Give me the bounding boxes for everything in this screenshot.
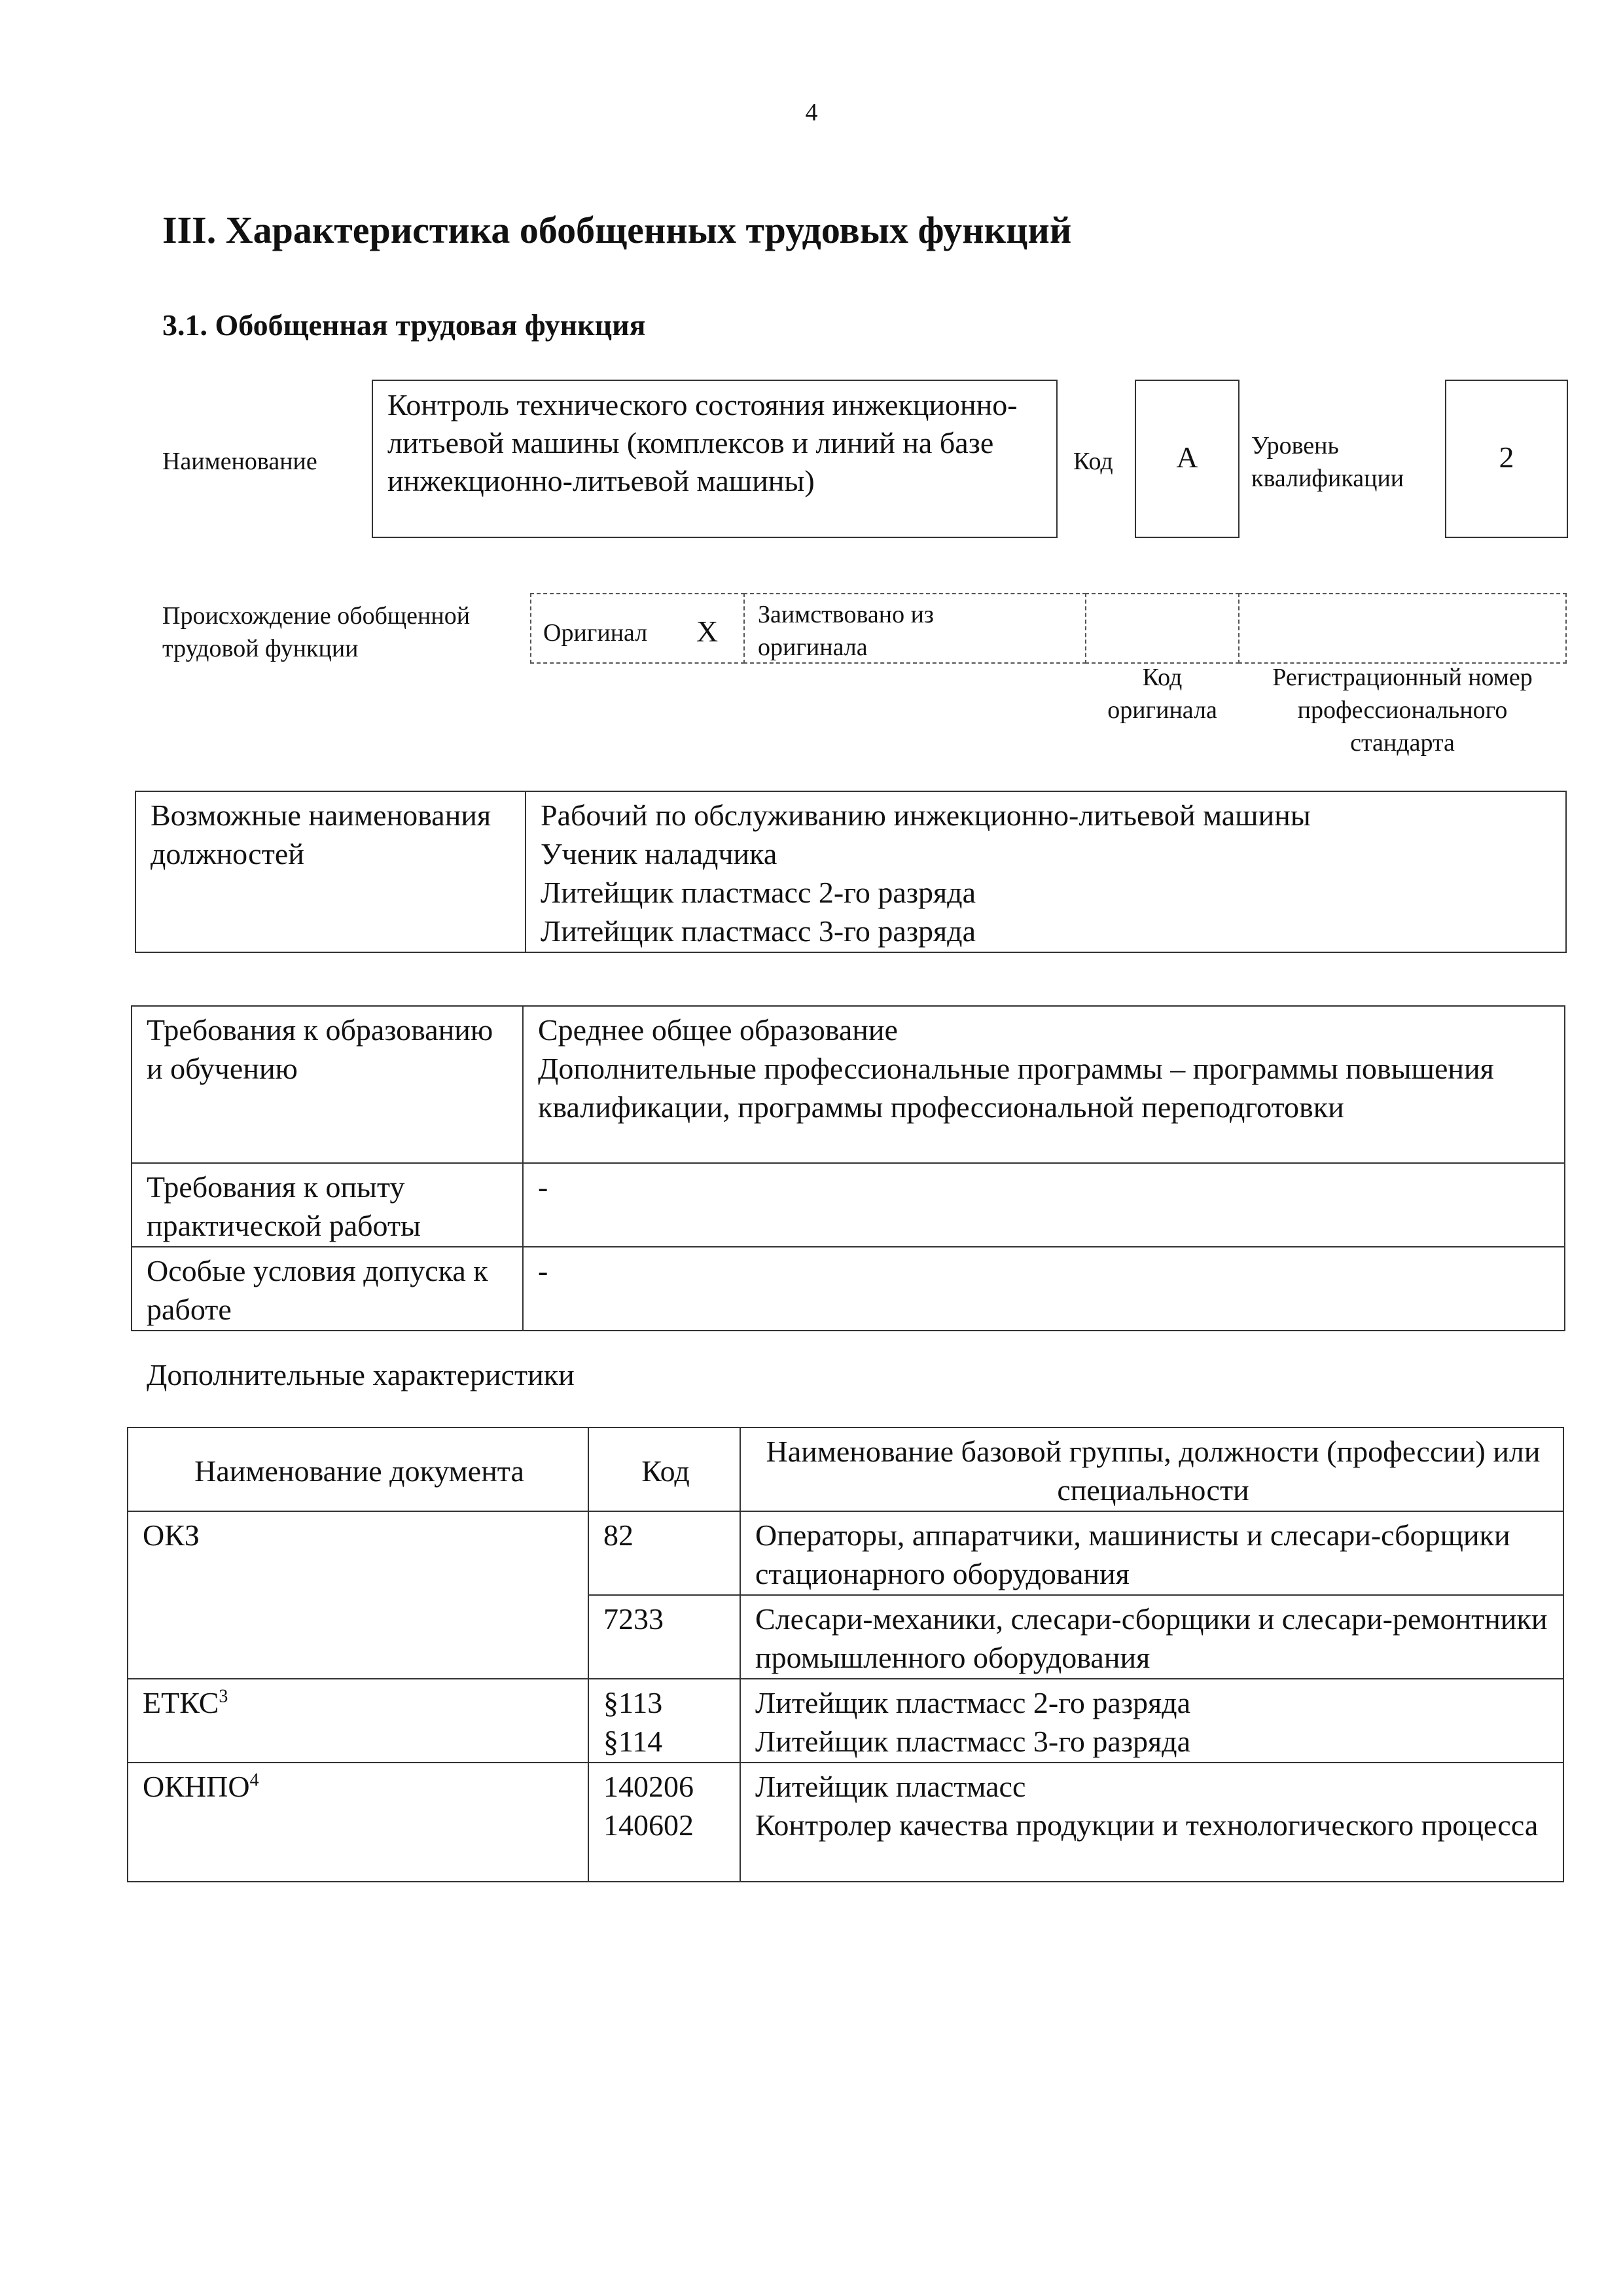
borrowed-cell: [743, 593, 1086, 664]
position-item: Ученик наладчика: [541, 837, 777, 870]
position-item: Рабочий по обслуживанию инжекционно-литьевой машины: [541, 798, 1311, 832]
additional-title: Дополнительные характеристики: [147, 1358, 575, 1391]
positions-label: Возможные наименования должностей: [135, 791, 526, 952]
additional-table: [127, 1427, 1564, 1882]
origin-label-line1: Происхождение обобщенной: [162, 602, 471, 630]
header-name: Наименование базовой группы, должности (профессии) или специальности: [740, 1427, 1563, 1511]
etks-footnote-mark: 3: [219, 1686, 228, 1707]
okz-code: 82: [588, 1511, 740, 1595]
oknpo-code: 140602: [603, 1808, 694, 1842]
table-row: [128, 1679, 1563, 1763]
oknpo-footnote-mark: 4: [249, 1770, 259, 1791]
original-label: Оригинал: [543, 619, 648, 647]
level-box: [1445, 380, 1568, 538]
additional-header-row: [128, 1427, 1563, 1511]
oknpo-name: Контролер качества продукции и технологического процесса: [755, 1808, 1539, 1842]
requirements-table: [131, 1005, 1565, 1331]
education-label: Требования к образованию и обучению: [132, 1006, 523, 1163]
education-row: [132, 1006, 1565, 1163]
original-code-caption-line2: оригинала: [1107, 696, 1217, 724]
name-label: Наименование: [162, 448, 317, 475]
conditions-row: [132, 1247, 1565, 1331]
table-row: [128, 1763, 1563, 1882]
etks-name: Литейщик пластмасс 2-го разряда: [755, 1686, 1191, 1719]
level-label-line2: квалификации: [1251, 465, 1404, 492]
level-value: 2: [1499, 440, 1514, 474]
conditions-label: Особые условия допуска к работе: [132, 1247, 523, 1331]
education-line: Среднее общее образование: [538, 1013, 898, 1047]
oknpo-names: [740, 1763, 1563, 1882]
function-name-value: Контроль технического состояния инжекционно-литьевой машины (комплексов и линий на базе инжекционно-литьевой машины): [387, 388, 1018, 497]
original-code-cell: [1085, 593, 1240, 664]
positions-table: [135, 791, 1567, 953]
position-item: Литейщик пластмасс 3-го разряда: [541, 914, 976, 948]
original-mark: X: [696, 615, 719, 648]
borrowed-label-line1: Заимствовано из: [758, 601, 934, 628]
registration-caption-line2: профессионального: [1297, 696, 1508, 724]
experience-row: [132, 1163, 1565, 1247]
okz-name: Слесари-механики, слесари-сборщики и слесари-ремонтники промышленного оборудования: [740, 1595, 1563, 1679]
original-code-caption-line1: Код: [1142, 664, 1183, 691]
original-cell: [530, 593, 745, 664]
oknpo-code: 140206: [603, 1770, 694, 1803]
etks-code: §114: [603, 1725, 663, 1758]
oknpo-doc-name: ОКНПО: [143, 1770, 250, 1803]
subsection-title: 3.1. Обобщенная трудовая функция: [162, 308, 646, 342]
code-box: [1135, 380, 1240, 538]
experience-label: Требования к опыту практической работы: [132, 1163, 523, 1247]
registration-caption-line3: стандарта: [1350, 729, 1455, 757]
origin-label-line2: трудовой функции: [162, 635, 359, 662]
education-value: [523, 1006, 1565, 1163]
registration-caption-line1: Регистрационный номер: [1272, 664, 1533, 691]
etks-names: [740, 1679, 1563, 1763]
table-row: [128, 1511, 1563, 1595]
code-label: Код: [1073, 448, 1113, 475]
etks-name: Литейщик пластмасс 3-го разряда: [755, 1725, 1191, 1758]
section-title: III. Характеристика обобщенных трудовых функций: [162, 209, 1072, 251]
code-value: A: [1176, 440, 1198, 474]
positions-list: [526, 791, 1566, 952]
function-name-box: [372, 380, 1058, 538]
experience-value: -: [523, 1163, 1565, 1247]
etks-code: §113: [603, 1686, 663, 1719]
etks-doc-name: ЕТКС: [143, 1686, 219, 1719]
registration-number-cell: [1238, 593, 1567, 664]
positions-row: [135, 791, 1566, 952]
oknpo-document: [128, 1763, 588, 1882]
borrowed-label-line2: оригинала: [758, 634, 868, 661]
position-item: Литейщик пластмасс 2-го разряда: [541, 876, 976, 909]
header-code: Код: [588, 1427, 740, 1511]
okz-document: ОКЗ: [128, 1511, 588, 1679]
page-number: 4: [805, 99, 818, 126]
oknpo-codes: [588, 1763, 740, 1882]
etks-codes: [588, 1679, 740, 1763]
oknpo-name: Литейщик пластмасс: [755, 1770, 1026, 1803]
okz-code: 7233: [588, 1595, 740, 1679]
header-document: Наименование документа: [128, 1427, 588, 1511]
okz-name: Операторы, аппаратчики, машинисты и слесари-сборщики стационарного оборудования: [740, 1511, 1563, 1595]
education-line: Дополнительные профессиональные программы – программы повышения квалификации, программы профессиональной переподготовки: [538, 1052, 1494, 1124]
conditions-value: -: [523, 1247, 1565, 1331]
etks-document: [128, 1679, 588, 1763]
level-label-line1: Уровень: [1251, 432, 1339, 459]
